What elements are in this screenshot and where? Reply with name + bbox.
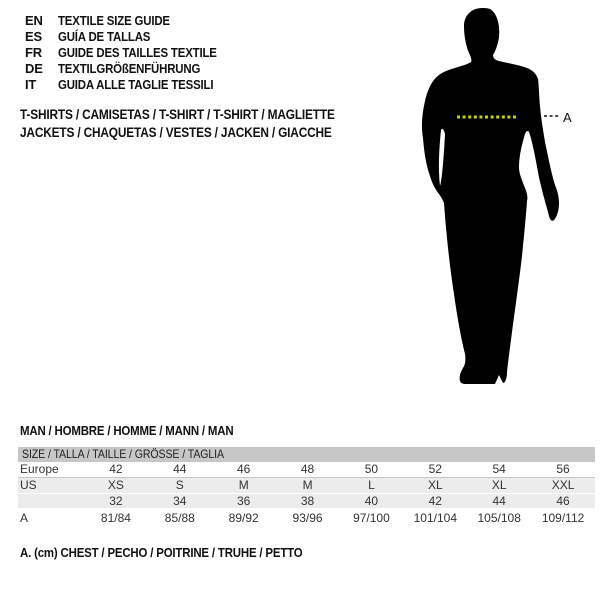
size-cell: 97/100 bbox=[353, 511, 390, 525]
thumb-notch bbox=[544, 205, 547, 211]
row-label: A bbox=[20, 511, 29, 525]
row-label bbox=[18, 494, 84, 508]
size-cell: 46 bbox=[556, 494, 570, 508]
language-code: EN bbox=[25, 13, 43, 28]
size-cell: 85/88 bbox=[164, 511, 195, 525]
size-cell: S bbox=[175, 478, 184, 492]
language-row bbox=[25, 77, 238, 93]
size-cell: XS bbox=[107, 478, 124, 492]
size-cell: 32 bbox=[109, 494, 123, 508]
size-cell: 42 bbox=[109, 462, 123, 476]
size-cell: 44 bbox=[492, 494, 506, 508]
language-code: FR bbox=[25, 45, 42, 60]
size-cell: 89/92 bbox=[228, 511, 259, 525]
size-cell: 101/104 bbox=[413, 511, 457, 525]
size-cell: 34 bbox=[173, 494, 187, 508]
language-code: ES bbox=[25, 29, 42, 44]
size-cell: 46 bbox=[237, 462, 251, 476]
language-row bbox=[25, 61, 238, 77]
language-code: IT bbox=[25, 77, 37, 92]
guide-title: GUIDA ALLE TAGLIE TESSILI bbox=[58, 77, 214, 92]
table-row-europe bbox=[18, 462, 595, 477]
table-row-chest-cm bbox=[18, 508, 595, 526]
size-cell: L bbox=[368, 478, 375, 492]
size-cell: 109/112 bbox=[541, 511, 585, 525]
size-cell: M bbox=[302, 478, 313, 492]
language-row bbox=[25, 45, 238, 61]
size-cell: M bbox=[238, 478, 249, 492]
category-line-tshirts: T-SHIRTS / CAMISETAS / T-SHIRT / T-SHIRT / MAGLIETTE bbox=[20, 107, 335, 122]
size-cell: 40 bbox=[364, 494, 379, 508]
row-label: US bbox=[20, 478, 37, 492]
guide-title: GUIDE DES TAILLES TEXTILE bbox=[58, 45, 217, 60]
table-row-intl bbox=[18, 493, 595, 508]
size-table bbox=[18, 447, 595, 526]
size-cell: XL bbox=[491, 478, 507, 492]
guide-title: TEXTILE SIZE GUIDE bbox=[58, 13, 170, 28]
size-cell: 50 bbox=[364, 462, 379, 476]
size-cell: 54 bbox=[492, 462, 506, 476]
size-cell: XL bbox=[427, 478, 443, 492]
row-label: Europe bbox=[20, 462, 59, 476]
size-cell: XXL bbox=[551, 478, 575, 492]
guide-title: TEXTILGRÖßENFÜHRUNG bbox=[58, 61, 201, 76]
garment-categories bbox=[20, 106, 378, 142]
size-cell: 56 bbox=[556, 462, 570, 476]
size-cell: 44 bbox=[173, 462, 187, 476]
category-line-jackets: JACKETS / CHAQUETAS / VESTES / JACKEN / GIACCHE bbox=[20, 125, 332, 140]
size-cell: 36 bbox=[237, 494, 251, 508]
size-table-header: SIZE / TALLA / TAILLE / GRÖSSE / TAGLIA bbox=[18, 447, 595, 462]
measurement-a-label: A bbox=[563, 110, 572, 125]
size-cell: 105/108 bbox=[477, 511, 521, 525]
size-cell: 42 bbox=[428, 494, 442, 508]
size-cell: 52 bbox=[428, 462, 442, 476]
size-cell: 48 bbox=[300, 462, 315, 476]
guide-title: GUÍA DE TALLAS bbox=[58, 29, 151, 44]
size-cell: 81/84 bbox=[100, 511, 131, 525]
section-title-man: MAN / HOMBRE / HOMME / MANN / MAN bbox=[20, 423, 234, 438]
language-row bbox=[25, 29, 238, 45]
language-guide bbox=[25, 13, 238, 93]
man-silhouette-figure bbox=[395, 4, 580, 394]
man-silhouette bbox=[422, 8, 559, 384]
language-row bbox=[25, 13, 238, 29]
language-code: DE bbox=[25, 61, 43, 76]
table-row-us bbox=[18, 477, 595, 493]
size-cell: 38 bbox=[300, 494, 315, 508]
measurement-footnote: A. (cm) CHEST / PECHO / POITRINE / TRUHE / PETTO bbox=[20, 545, 303, 560]
size-cell: 93/96 bbox=[292, 511, 323, 525]
